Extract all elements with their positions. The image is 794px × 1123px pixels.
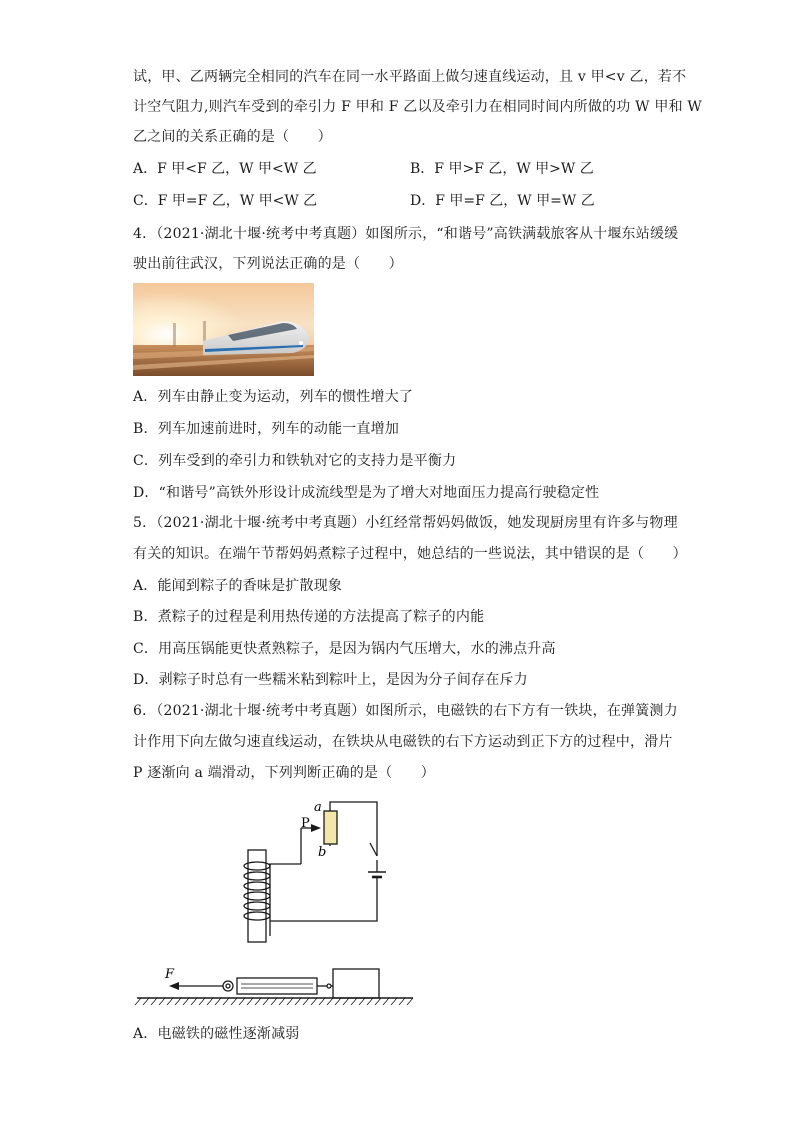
q5-option-b[interactable]: B．煮粽子的过程是利用热传递的方法提高了粽子的内能	[133, 609, 485, 625]
label-b: b	[318, 845, 327, 860]
q3-stem-line-1: 试，甲、乙两辆完全相同的汽车在同一水平路面上做匀速直线运动，且 v 甲<v 乙，若不	[133, 69, 687, 85]
high-speed-train-photo	[133, 283, 314, 376]
label-f: F	[165, 967, 175, 982]
q6-stem-line-2: 计作用下向左做匀速直线运动，在铁块从电磁铁的右下方运动到正下方的过程中，滑片	[133, 734, 673, 750]
q4-option-d[interactable]: D．“和谐号”高铁外形设计成流线型是为了增大对地面压力提高行驶稳定性	[133, 485, 600, 501]
electromagnet-circuit-diagram	[133, 800, 423, 1015]
q5-option-d[interactable]: D．剥粽子时总有一些糯米粘到粽叶上，是因为分子间存在斥力	[133, 672, 528, 688]
q3-stem-line-3: 乙之间的关系正确的是（ ）	[133, 129, 332, 145]
q4-option-c[interactable]: C．列车受到的牵引力和铁轨对它的支持力是平衡力	[133, 453, 457, 469]
q4-option-a[interactable]: A．列车由静止变为运动，列车的惯性增大了	[133, 389, 414, 405]
q3-option-b[interactable]: B．F 甲>F 乙，W 甲>W 乙	[410, 161, 594, 177]
q3-option-d[interactable]: D．F 甲=F 乙，W 甲=W 乙	[410, 193, 595, 209]
q5-option-a[interactable]: A．能闻到粽子的香味是扩散现象	[133, 578, 343, 594]
q3-option-a[interactable]: A．F 甲<F 乙，W 甲<W 乙	[133, 161, 317, 177]
q3-stem-line-2: 计空气阻力,则汽车受到的牵引力 F 甲和 F 乙以及牵引力在相同时间内所做的功 W 甲和 W	[133, 99, 703, 115]
q6-stem-line-3: P 逐渐向 a 端滑动，下列判断正确的是（ ）	[133, 765, 435, 781]
q4-stem-line-1: 4．（2021·湖北十堰·统考中考真题）如图所示，“和谐号”高铁满载旅客从十堰东站缓缓	[133, 226, 679, 242]
label-p: P	[301, 816, 310, 831]
q5-stem-line-2: 有关的知识。在端午节帮妈妈煮粽子过程中，她总结的一些说法，其中错误的是（ ）	[133, 546, 687, 562]
label-a: a	[314, 800, 322, 815]
q6-stem-line-1: 6．（2021·湖北十堰·统考中考真题）如图所示，电磁铁的右下方有一铁块，在弹簧测力	[133, 703, 678, 719]
q3-option-c[interactable]: C．F 甲=F 乙，W 甲<W 乙	[133, 193, 318, 209]
q4-stem-line-2: 驶出前往武汉，下列说法正确的是（ ）	[133, 256, 403, 272]
q5-stem-line-1: 5．（2021·湖北十堰·统考中考真题）小红经常帮妈妈做饭，她发现厨房里有许多与物理	[133, 515, 678, 531]
q6-option-a[interactable]: A．电磁铁的磁性逐渐减弱	[133, 1026, 300, 1042]
q4-option-b[interactable]: B．列车加速前进时，列车的动能一直增加	[133, 421, 400, 437]
q5-option-c[interactable]: C．用高压锅能更快煮熟粽子，是因为锅内气压增大，水的沸点升高	[133, 641, 556, 657]
